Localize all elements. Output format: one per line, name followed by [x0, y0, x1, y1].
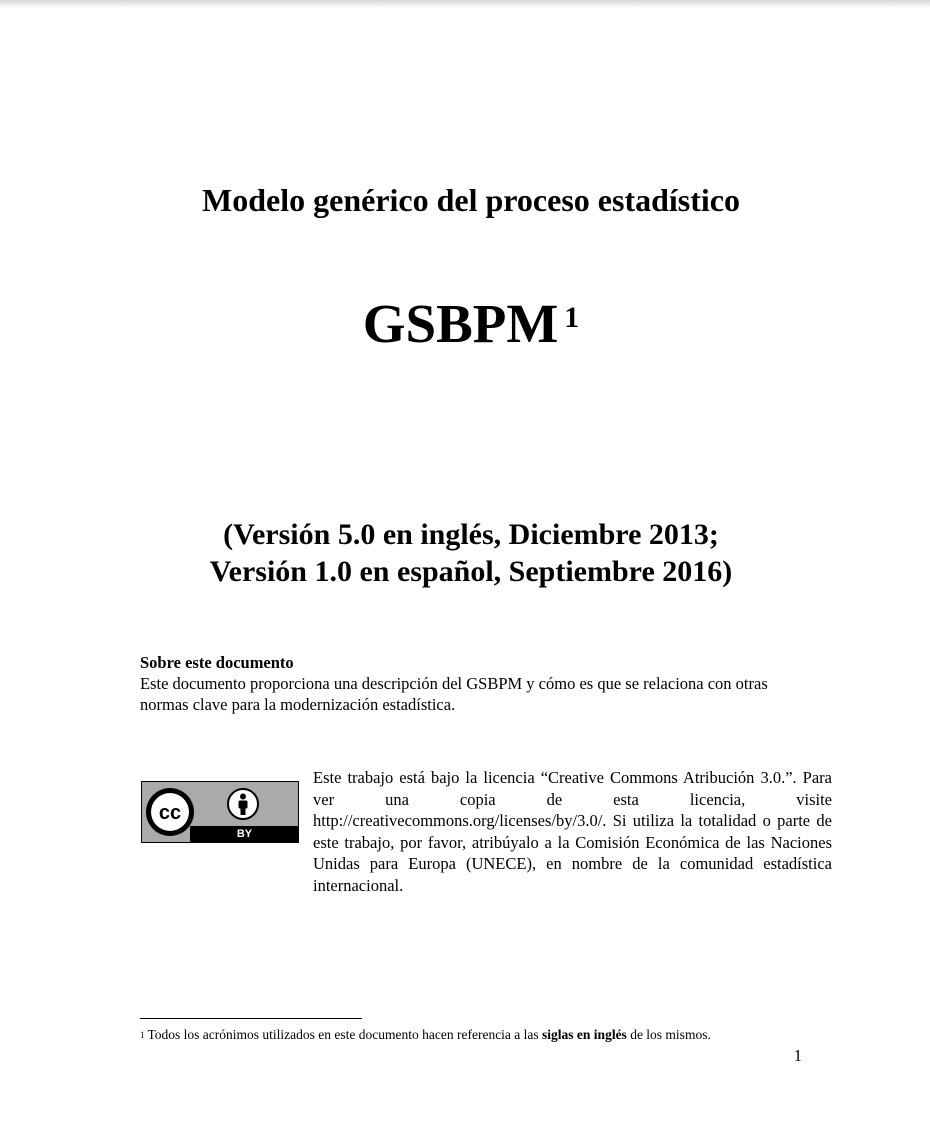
version-line-english: (Versión 5.0 en inglés, Diciembre 2013;	[223, 518, 719, 551]
by-label: BY	[190, 826, 299, 842]
about-text: Este documento proporciona una descripción del GSBPM y cómo es que se relaciona con otras normas clave para la modernización estadística.	[140, 674, 768, 714]
acronym-heading	[0, 292, 930, 356]
footnote-text-bold: siglas en inglés	[542, 1027, 627, 1042]
license-text: Este trabajo está bajo la licencia “Creative Commons Atribución 3.0.”. Para ver una copia de esta licencia, visite http://creativecommons.org/licenses/by/3.0/. Si utiliza la totalidad o parte de este trabajo, por favor, atribúyalo a la Comisión Económica de las Naciones Unidas para Europa (UNECE), en nombre de la comunidad estadística internacional.	[313, 768, 832, 895]
about-heading: Sobre este documento	[140, 653, 294, 672]
creative-commons-icon	[144, 786, 196, 838]
acronym-text: GSBPM	[362, 293, 559, 354]
footnote-mark: 1	[140, 1030, 145, 1040]
version-info	[0, 516, 930, 590]
document-title: Modelo genérico del proceso estadístico	[202, 182, 740, 218]
footnote-text-start: Todos los acrónimos utilizados en este documento hacen referencia a las	[147, 1027, 543, 1042]
attribution-person-icon	[227, 788, 259, 820]
version-line-spanish: Versión 1.0 en español, Septiembre 2016)	[209, 555, 733, 588]
creative-commons-badge	[141, 781, 299, 843]
page-top-shadow	[0, 0, 930, 8]
about-section	[140, 652, 820, 715]
footnote-reference-mark: 1	[564, 301, 580, 334]
page-number: 1	[793, 1046, 802, 1065]
footnote-separator	[140, 1018, 362, 1019]
cc-label: cc	[158, 802, 182, 824]
footnote	[140, 1026, 840, 1044]
footnote-text-end: de los mismos.	[626, 1027, 711, 1042]
